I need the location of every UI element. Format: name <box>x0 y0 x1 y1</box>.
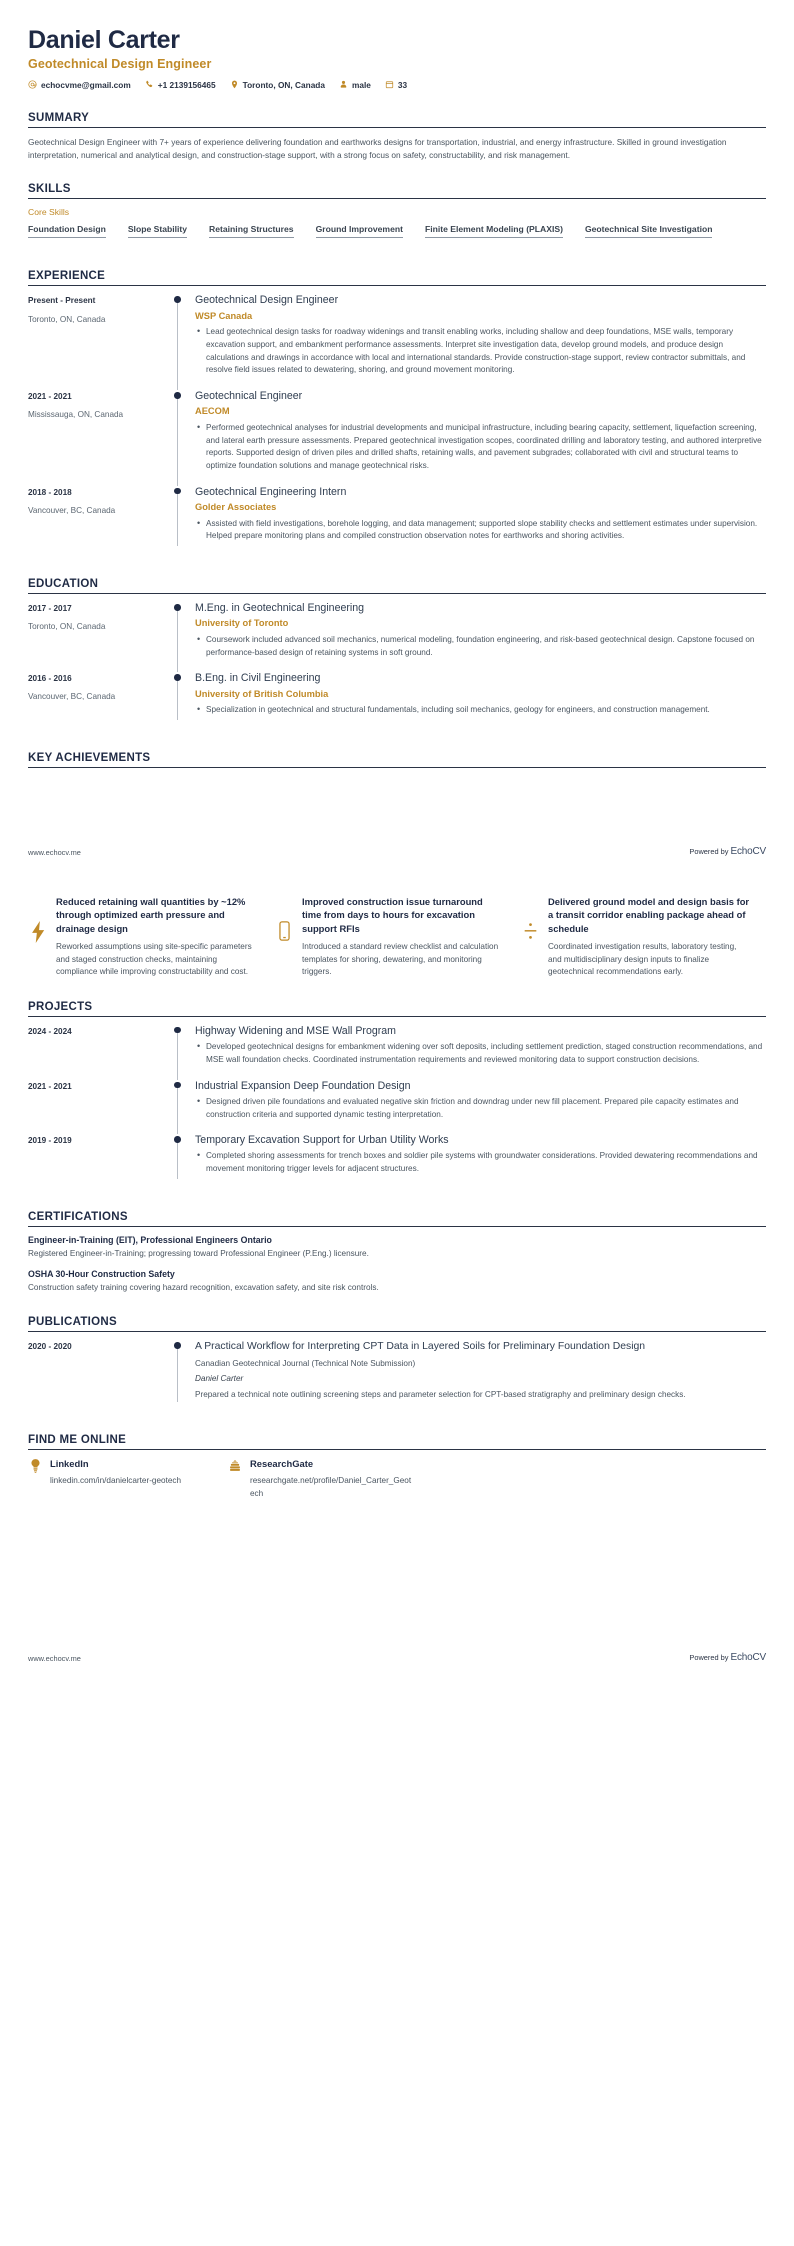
section-title-publications: PUBLICATIONS <box>28 1316 117 1329</box>
skill-chip: Foundation Design <box>28 224 106 238</box>
entry-body <box>186 602 766 672</box>
resume-header <box>28 0 766 90</box>
achievement-card <box>520 895 766 979</box>
entry-body <box>186 1340 766 1412</box>
section-title-key-achievements: KEY ACHIEVEMENTS <box>28 751 151 764</box>
section-divider <box>28 1016 766 1017</box>
timeline-dot-icon <box>174 392 181 399</box>
page-break-spacer <box>0 776 794 846</box>
entry-location: Vancouver, BC, Canada <box>28 505 116 515</box>
lightning-bolt-icon <box>28 895 48 943</box>
bullet-item: • Assisted with field investigations, borehole logging, and data management; supported slope stability checks and settlement estimates under supervision. Helped prepare monitoring plans and compiled construction observation notes for earthworks and shoring activities. <box>206 518 766 543</box>
entry-institution: University of Toronto <box>195 618 289 629</box>
section-title-projects: PROJECTS <box>28 1000 93 1013</box>
online-profile-researchgate[interactable] <box>228 1458 428 1500</box>
entry-bullets <box>195 1096 766 1121</box>
division-sign-icon <box>520 895 540 941</box>
linkedin-icon <box>28 1458 42 1473</box>
section-summary <box>28 112 766 162</box>
entry-location: Toronto, ON, Canada <box>28 622 106 632</box>
section-title-education: EDUCATION <box>28 578 99 591</box>
publication-author: Daniel Carter <box>195 1373 244 1383</box>
section-find-me-online <box>28 1434 766 1500</box>
online-profile-label: LinkedIn <box>50 1458 89 1470</box>
entry-organization: WSP Canada <box>195 310 253 321</box>
bullet-item: • Lead geotechnical design tasks for roadway widenings and transit enabling works, including shallow and deep foundations, MSE walls, temporary excavation support, and embankment performance assessments. Interpret site investigation data, develop ground models, and produce design calculations and drawings in accordance with local and international standards. Provide construction-stage support, review contractor submittals, and resolve field issues related to dewatering, shoring, and ground movement monitoring. <box>206 326 766 377</box>
education-entry <box>28 602 766 672</box>
timeline-dot-icon <box>174 1082 181 1089</box>
entry-date: Present - Present <box>28 296 96 306</box>
skills-list <box>28 224 766 248</box>
contact-location <box>230 80 325 90</box>
section-key-achievements <box>28 752 766 768</box>
contact-age <box>385 80 407 90</box>
skill-chip: Ground Improvement <box>316 224 403 238</box>
page-bottom-spacer <box>0 1500 794 1652</box>
footer-powered-by <box>689 846 766 857</box>
mobile-phone-icon <box>274 895 294 941</box>
footer-powered-prefix: Powered by <box>689 846 729 856</box>
online-profile-url[interactable]: researchgate.net/profile/Daniel_Carter_Geotech <box>250 1476 412 1498</box>
project-entry <box>28 1025 766 1080</box>
phone-icon <box>145 80 154 89</box>
publication-journal: Canadian Geotechnical Journal (Technical Note Submission) <box>195 1359 416 1368</box>
entry-body <box>186 390 766 486</box>
section-divider <box>28 127 766 128</box>
email-icon <box>28 80 37 89</box>
achievement-card <box>28 895 274 979</box>
key-achievements-grid <box>28 895 766 979</box>
entry-institution: University of British Columbia <box>195 688 329 699</box>
achievement-description: Coordinated investigation results, laboratory testing, and multidisciplinary design inputs to finalize geotechnical recommendations early. <box>548 941 737 977</box>
entry-bullets <box>195 422 766 473</box>
achievement-title: Improved construction issue turnaround time from days to hours for excavation support RFIs <box>302 895 483 934</box>
page-gap <box>0 857 794 891</box>
entry-bullets <box>195 326 766 377</box>
entry-date: 2021 - 2021 <box>28 392 72 402</box>
entry-location: Vancouver, BC, Canada <box>28 692 116 702</box>
skill-chip: Geotechnical Site Investigation <box>585 224 713 238</box>
entry-location: Toronto, ON, Canada <box>28 314 106 324</box>
timeline-axis <box>172 1025 186 1080</box>
entry-bullets <box>195 634 766 659</box>
entry-organization: AECOM <box>195 406 230 417</box>
contact-phone[interactable] <box>145 80 216 90</box>
contact-email[interactable] <box>28 80 131 90</box>
entry-date: 2024 - 2024 <box>28 1026 72 1036</box>
summary-text: Geotechnical Design Engineer with 7+ years of experience delivering foundation and earthworks designs for transportation, industrial, and energy infrastructure. Skilled in ground investigation interpretation, numerical and analytical design, and construction-stage support, with a strong focus on safety, constructability, and risk management. <box>28 136 727 160</box>
skills-group-label: Core Skills <box>28 207 70 218</box>
publication-title: A Practical Workflow for Interpreting CPT Data in Layered Soils for Preliminary Foundation Design <box>195 1341 646 1353</box>
entry-organization: Golder Associates <box>195 502 277 513</box>
contact-location-value: Toronto, ON, Canada <box>242 79 325 90</box>
achievement-body <box>302 895 504 979</box>
entry-bullets <box>195 704 766 717</box>
certification-description: Registered Engineer-in-Training; progressing toward Professional Engineer (P.Eng.) licensure. <box>28 1248 369 1258</box>
timeline-dot-icon <box>174 1027 181 1034</box>
page-footer <box>0 846 794 857</box>
section-divider <box>28 198 766 199</box>
section-experience <box>28 270 766 556</box>
footer-powered-by <box>689 1652 766 1663</box>
timeline-dot-icon <box>174 604 181 611</box>
experience-entry <box>28 390 766 486</box>
publication-entry <box>28 1340 766 1412</box>
timeline-dot-icon <box>174 1136 181 1143</box>
job-title: Geotechnical Design Engineer <box>28 56 212 71</box>
entry-meta <box>28 1025 172 1080</box>
project-title: Highway Widening and MSE Wall Program <box>195 1024 396 1037</box>
achievement-card <box>274 895 520 979</box>
entry-role: Geotechnical Engineer <box>195 390 303 403</box>
entry-meta <box>28 1134 172 1189</box>
timeline-axis <box>172 1340 186 1412</box>
entry-date: 2020 - 2020 <box>28 1342 72 1352</box>
section-divider <box>28 285 766 286</box>
section-certifications <box>28 1211 766 1295</box>
section-title-skills: SKILLS <box>28 183 71 196</box>
skill-chip: Finite Element Modeling (PLAXIS) <box>425 224 563 238</box>
timeline-axis <box>172 672 186 730</box>
timeline-axis <box>172 294 186 390</box>
bottom-margin <box>0 1663 794 1681</box>
entry-body <box>186 1134 766 1189</box>
entry-degree: B.Eng. in Civil Engineering <box>195 672 321 685</box>
entry-role: Geotechnical Design Engineer <box>195 294 339 307</box>
contact-gender-value: male <box>352 79 371 90</box>
entry-meta <box>28 486 172 556</box>
section-divider <box>28 1226 766 1227</box>
bullet-item: • Performed geotechnical analyses for industrial developments and municipal infrastructure, including bearing capacity, settlement, liquefaction screening, and lateral earth pressure assessments. Prepared geotechnical investigation scopes, coordinated drilling and laboratory testing, and authored interpretive reports. Supported design of driven piles and drilled shafts, retaining walls, and pavement subgrades; collaborated with civil and structural teams to optimize foundation solutions and manage geotechnical risks. <box>206 422 766 473</box>
footer-site[interactable]: www.echocv.me <box>28 1654 81 1664</box>
entry-meta <box>28 294 172 390</box>
education-entry <box>28 672 766 730</box>
online-profile-url[interactable]: linkedin.com/in/danielcarter-geotech <box>50 1476 182 1486</box>
section-title-experience: EXPERIENCE <box>28 270 106 283</box>
timeline-axis <box>172 602 186 672</box>
section-divider <box>28 593 766 594</box>
achievement-description: Reworked assumptions using site-specific parameters and staged construction checks, maintaining compliance while improving constructability and cost. <box>56 941 252 977</box>
entry-body <box>186 672 766 730</box>
location-pin-icon <box>230 80 239 89</box>
achievement-body <box>56 895 258 979</box>
skill-chip: Retaining Structures <box>209 224 294 238</box>
entry-location: Mississauga, ON, Canada <box>28 410 124 420</box>
footer-powered-prefix: Powered by <box>689 1653 729 1663</box>
certification-item <box>28 1235 766 1260</box>
contact-phone-value: +1 2139156465 <box>157 79 216 90</box>
achievement-description: Introduced a standard review checklist and calculation templates for shoring, dewatering, and monitoring triggers. <box>302 941 499 977</box>
entry-meta <box>28 1080 172 1135</box>
timeline-axis <box>172 1080 186 1135</box>
section-divider <box>28 1449 766 1450</box>
achievement-title: Reduced retaining wall quantities by ~12% through optimized earth pressure and drainage design <box>56 895 246 934</box>
footer-brand: EchoCV <box>730 1652 766 1664</box>
timeline-axis <box>172 390 186 486</box>
entry-body <box>186 1025 766 1080</box>
project-title: Industrial Expansion Deep Foundation Design <box>195 1079 411 1092</box>
online-profile-label: ResearchGate <box>250 1458 314 1470</box>
online-profiles-grid <box>28 1458 766 1500</box>
timeline-axis <box>172 1134 186 1189</box>
certification-item <box>28 1269 766 1294</box>
contact-email-value: echocvme@gmail.com <box>41 79 131 90</box>
section-title-certifications: CERTIFICATIONS <box>28 1210 128 1223</box>
entry-bullets <box>195 1150 766 1175</box>
bullet-item: • Coursework included advanced soil mechanics, numerical modeling, foundation engineering, and risk-based geotechnical design. Capstone focused on performance-based design of retaining systems in soft ground. <box>206 634 766 659</box>
timeline-axis <box>172 486 186 556</box>
online-profile-linkedin[interactable] <box>28 1458 228 1500</box>
footer-site[interactable]: www.echocv.me <box>28 847 81 857</box>
entry-bullets <box>195 1041 766 1066</box>
online-profile-body <box>250 1458 414 1500</box>
timeline-dot-icon <box>174 1342 181 1349</box>
entry-meta <box>28 602 172 672</box>
page-title: Daniel Carter <box>28 26 180 54</box>
publication-description: Prepared a technical note outlining screening steps and parameter selection for CPT-based stratigraphy and preliminary design checks. <box>195 1389 686 1399</box>
section-education <box>28 578 766 730</box>
timeline-dot-icon <box>174 488 181 495</box>
footer-brand: EchoCV <box>730 845 766 857</box>
achievement-title: Delivered ground model and design basis for a transit corridor enabling package ahead of schedule <box>548 895 750 934</box>
skill-chip: Slope Stability <box>128 224 187 238</box>
certification-name: Engineer-in-Training (EIT), Professional Engineers Ontario <box>28 1234 272 1245</box>
section-divider <box>28 1331 766 1332</box>
entry-date: 2017 - 2017 <box>28 604 72 614</box>
entry-body <box>186 486 766 556</box>
entry-meta <box>28 390 172 486</box>
entry-date: 2019 - 2019 <box>28 1136 72 1146</box>
experience-entry <box>28 294 766 390</box>
entry-meta <box>28 672 172 730</box>
project-title: Temporary Excavation Support for Urban Utility Works <box>195 1134 449 1147</box>
entry-bullets <box>195 518 766 543</box>
calendar-icon <box>385 80 394 89</box>
bullet-item: • Designed driven pile foundations and evaluated negative skin friction and downdrag under new fill placement. Prepared pile capacity estimates and construction criteria and supported dynamic testing interpretation. <box>206 1096 766 1121</box>
entry-date: 2016 - 2016 <box>28 674 72 684</box>
certification-description: Construction safety training covering hazard recognition, excavation safety, and site risk controls. <box>28 1283 379 1293</box>
bullet-item: • Completed shoring assessments for trench boxes and soldier pile systems with groundwater considerations. Provided dewatering recommendations and movement monitoring trigger levels for adjacent structures. <box>206 1150 766 1175</box>
entry-body <box>186 294 766 390</box>
contact-gender <box>339 80 371 90</box>
section-publications <box>28 1316 766 1412</box>
project-entry <box>28 1080 766 1135</box>
achievement-body <box>548 895 750 979</box>
page-footer <box>0 1652 794 1663</box>
contact-age-value: 33 <box>397 79 408 90</box>
bullet-item: • Developed geotechnical designs for embankment widening over soft deposits, including settlement prediction, staged construction recommendations, and MSE wall foundation checks. Coordinated instrumentation requirements and reviewed monitoring data to support construction decisions. <box>206 1041 766 1066</box>
certification-name: OSHA 30-Hour Construction Safety <box>28 1269 175 1280</box>
contact-row <box>28 80 766 90</box>
section-skills <box>28 183 766 248</box>
experience-entry <box>28 486 766 556</box>
bullet-item: • Specialization in geotechnical and structural fundamentals, including soil mechanics, geology for engineers, and construction management. <box>206 704 766 717</box>
entry-date: 2018 - 2018 <box>28 487 72 497</box>
entry-role: Geotechnical Engineering Intern <box>195 485 347 498</box>
timeline-dot-icon <box>174 296 181 303</box>
project-entry <box>28 1134 766 1189</box>
section-divider <box>28 767 766 768</box>
person-icon <box>339 80 348 89</box>
entry-body <box>186 1080 766 1135</box>
section-title-find-me-online: FIND ME ONLINE <box>28 1434 127 1447</box>
entry-meta <box>28 1340 172 1412</box>
section-title-summary: SUMMARY <box>28 111 90 124</box>
online-profile-body <box>50 1458 181 1487</box>
timeline-dot-icon <box>174 674 181 681</box>
entry-date: 2021 - 2021 <box>28 1081 72 1091</box>
entry-degree: M.Eng. in Geotechnical Engineering <box>195 602 365 615</box>
researchgate-icon <box>228 1458 242 1473</box>
section-projects <box>28 1001 766 1189</box>
